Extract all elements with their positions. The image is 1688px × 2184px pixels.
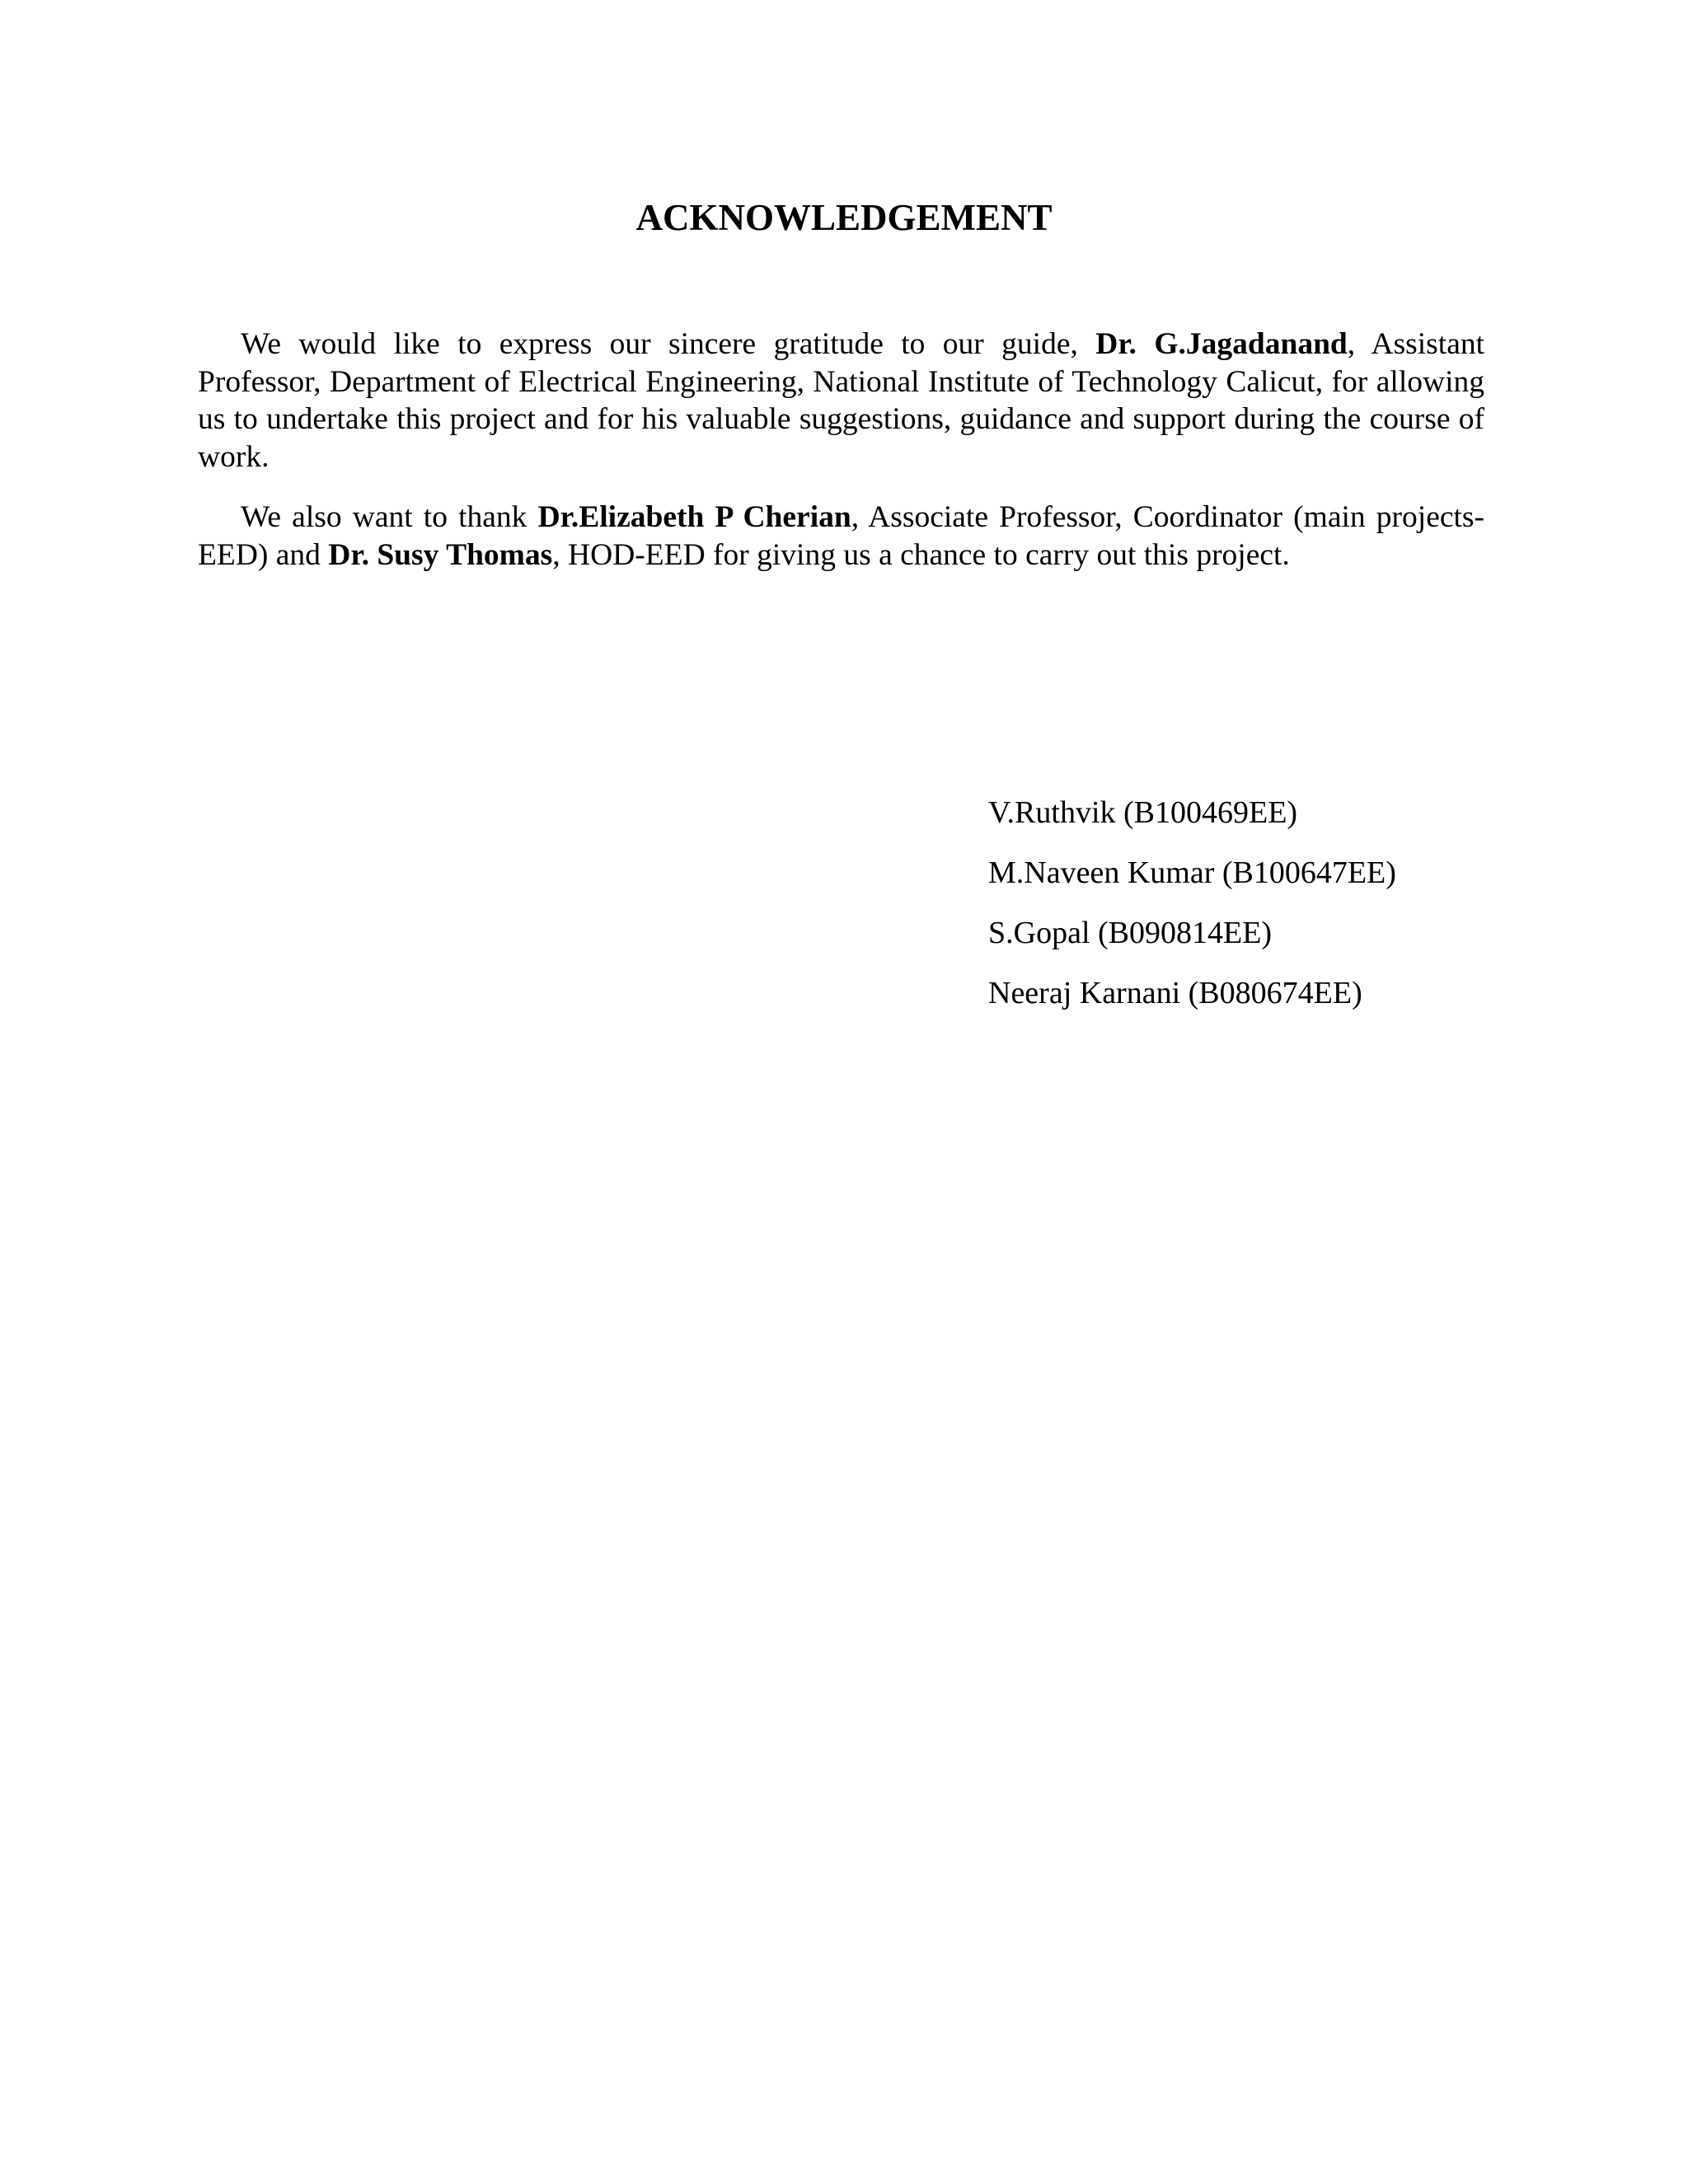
paragraph-text: , Assistant Professor, Department of Electrical Engineering, National Institute of Technology Calicut, for allowing us to undertake this project and for his valuable suggestions, guidance and support during the course of work. [198,327,1485,474]
paragraph-text: , HOD-EED for giving us a chance to carry out this project. [552,537,1290,572]
paragraph-text: We would like to express our sincere gratitude to our guide, [241,327,1096,361]
guide-name: Dr. G.Jagadanand [1095,327,1348,361]
paragraph-coordinator-thanks [198,499,1484,574]
signatory-name: M.Naveen Kumar (B100647EE) [988,855,1396,890]
signatory-name: S.Gopal (B090814EE) [988,916,1273,950]
acknowledgement-body [198,326,1484,574]
hod-name: Dr. Susy Thomas [328,537,553,572]
page-title: ACKNOWLEDGEMENT [635,197,1053,238]
signatory-name: V.Ruthvik (B100469EE) [988,795,1298,830]
paragraph-guide-thanks [198,326,1484,476]
signatory-name: Neeraj Karnani (B080674EE) [988,976,1362,1010]
signatories-list [988,794,1396,1034]
paragraph-text: , Associate Professor, Coordinator (main projects- EED) and [198,500,1484,572]
coordinator-name: Dr.Elizabeth P Cherian [537,500,851,534]
paragraph-text: We also want to thank [241,500,538,534]
